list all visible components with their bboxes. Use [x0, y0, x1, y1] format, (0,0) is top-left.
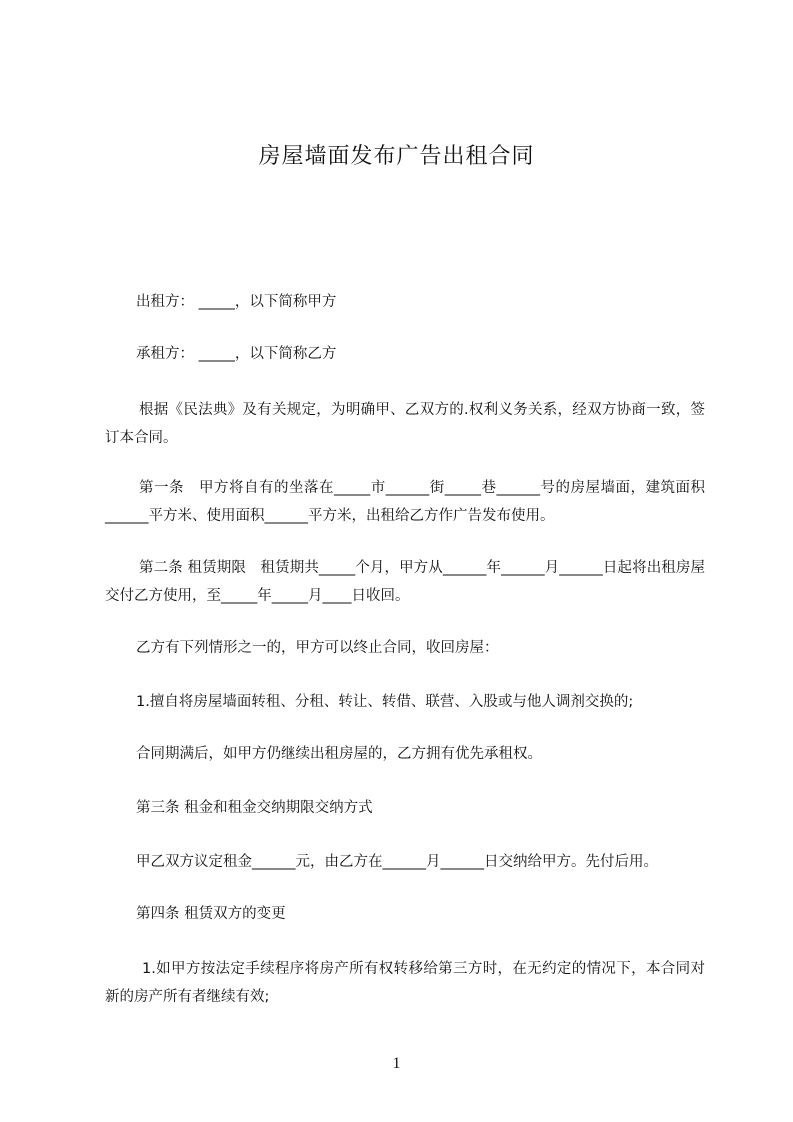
paragraph-condition-1: 1.擅自将房屋墙面转租、分租、转让、转借、联营、入股或与他人调剂交换的; [136, 694, 634, 710]
document-title: 房屋墙面发布广告出租合同 [258, 144, 535, 169]
page-number: 1 [392, 1055, 401, 1072]
paragraph-preamble: 根据《民法典》及有关规定，为明确甲、乙双方的.权利义务关系，经双方协商一致，签订本合同。 [105, 402, 705, 446]
paragraph-article-4-item-1: 1.如甲方按法定手续程序将房产所有权转移给第三方时，在无约定的情况下，本合同对新的房产所有者继续有效; [105, 961, 705, 1005]
paragraph-article-4-heading: 第四条 租赁双方的变更 [136, 906, 286, 922]
paragraph-renewal-priority: 合同期满后，如甲方仍继续出租房屋的，乙方拥有优先承租权。 [136, 746, 542, 762]
paragraph-lessee: 承租方： _____，以下简称乙方 [136, 346, 337, 362]
paragraph-rent-terms: 甲乙双方议定租金______元，由乙方在______月______日交纳给甲方。先付后用。 [136, 854, 658, 870]
paragraph-article-1: 第一条 甲方将自有的坐落在_____市______街_____巷______号的房屋墙面，建筑面积______平方米、使用面积______平方米，出租给乙方作广告发布使用。 [105, 480, 705, 524]
paragraph-termination-conditions: 乙方有下列情形之一的，甲方可以终止合同，收回房屋： [136, 640, 499, 656]
paragraph-lessor: 出租方： _____，以下简称甲方 [136, 294, 337, 310]
paragraph-article-3-heading: 第三条 租金和租金交纳期限交纳方式 [136, 800, 373, 816]
paragraph-article-2: 第二条 租赁期限 租赁期共_____个月，甲方从______年______月______日起将出租房屋交付乙方使用，至_____年_____月____日收回。 [105, 560, 705, 604]
